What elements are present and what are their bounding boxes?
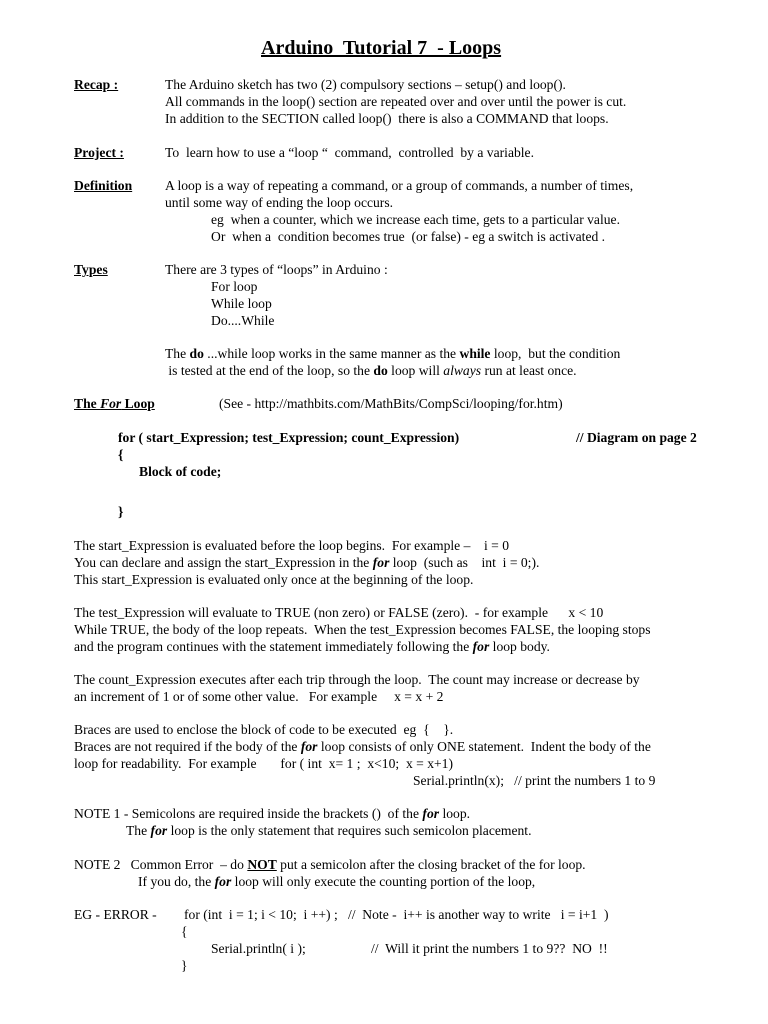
text: NOTE 1 - Semicolons are required inside the brackets () of the [74, 806, 423, 821]
text: loop body. [489, 639, 550, 654]
code-open-brace: { [118, 447, 124, 462]
project-text: To learn how to use a “loop “ command, controlled by a variable. [165, 145, 534, 160]
text: The [126, 823, 151, 838]
count-expr-line-2: an increment of 1 or of some other value. For example x = x + 2 [74, 689, 444, 704]
emphasis-always: always [443, 363, 482, 378]
braces-line-3: loop for readability. For example for ( int x= 1 ; x<10; x = x+1) [74, 756, 453, 771]
keyword-do: do [189, 346, 204, 361]
start-expr-line-3: This start_Expression is evaluated only once at the beginning of the loop. [74, 572, 474, 587]
note-2-line-1 [74, 857, 586, 874]
text: loop consists of only ONE statement. Indent the body of the [317, 739, 651, 754]
text: The [74, 396, 101, 411]
keyword-for: for [422, 806, 440, 821]
text: loop. [439, 806, 471, 821]
text: Loop [121, 396, 155, 411]
code-syntax-line: for ( start_Expression; test_Expression; count_Expression) [118, 430, 460, 445]
for-loop-heading [74, 396, 155, 413]
text: Braces are not required if the body of the [74, 739, 301, 754]
eg-error-comment: // Will it print the numbers 1 to 9?? NO !! [371, 941, 608, 956]
text: If you do, the [138, 874, 215, 889]
note-1-line-1 [74, 806, 470, 823]
start-expr-line-1: The start_Expression is evaluated before the loop begins. For example – i = 0 [74, 538, 510, 553]
keyword-for: for [214, 874, 232, 889]
types-intro: There are 3 types of “loops” in Arduino : [165, 262, 388, 277]
code-block: Block of code; [139, 464, 222, 479]
note-1-line-2 [126, 823, 531, 840]
keyword-for: for [472, 639, 490, 654]
keyword-for: for [300, 739, 318, 754]
text: loop is the only statement that requires such semicolon placement. [167, 823, 532, 838]
text: loop will only execute the counting portion of the loop, [231, 874, 536, 889]
definition-line-1: A loop is a way of repeating a command, or a group of commands, a number of times, [165, 178, 634, 193]
note-2-line-2 [138, 874, 535, 891]
keyword-while: while [459, 346, 491, 361]
types-label: Types [74, 262, 108, 277]
test-expr-line-2: While TRUE, the body of the loop repeats. When the test_Expression becomes FALSE, the looping stops [74, 622, 651, 637]
emphasis-not: NOT [247, 857, 277, 872]
eg-error-close-brace: } [181, 958, 188, 973]
code-close-brace: } [118, 504, 124, 519]
text: The [165, 346, 190, 361]
recap-label: Recap : [74, 77, 119, 92]
eg-error-open-brace: { [181, 924, 188, 939]
test-expr-line-1: The test_Expression will evaluate to TRUE (non zero) or FALSE (zero). - for example x < 10 [74, 605, 604, 620]
keyword-for: for [150, 823, 168, 838]
types-note-line-2 [165, 363, 577, 380]
text: put a semicolon after the closing bracket of the for loop. [276, 857, 586, 872]
eg-error-body: Serial.println( i ); [211, 941, 306, 956]
code-diagram-comment: // Diagram on page 2 [576, 430, 697, 445]
text: loop (such as int i = 0;). [389, 555, 540, 570]
see-link[interactable]: (See - http://mathbits.com/MathBits/CompSci/looping/for.htm) [219, 396, 563, 411]
recap-line-2: All commands in the loop() section are repeated over and over until the power is cut. [165, 94, 627, 109]
definition-label: Definition [74, 178, 133, 193]
text: loop will [387, 363, 444, 378]
braces-line-4: Serial.println(x); // print the numbers 1 to 9 [413, 773, 656, 788]
count-expr-line-1: The count_Expression executes after each trip through the loop. The count may increase or decrease by [74, 672, 640, 687]
types-item-while: While loop [211, 296, 272, 311]
recap-line-3: In addition to the SECTION called loop() there is also a COMMAND that loops. [165, 111, 609, 126]
braces-line-2 [74, 739, 651, 756]
text: You can declare and assign the start_Expression in the [74, 555, 373, 570]
eg-error-label: EG - ERROR - [74, 907, 157, 922]
definition-line-3: eg when a counter, which we increase each time, gets to a particular value. [211, 212, 620, 227]
text: run at least once. [481, 363, 577, 378]
keyword-for: for [372, 555, 390, 570]
definition-line-2: until some way of ending the loop occurs. [165, 195, 394, 210]
definition-line-4: Or when a condition becomes true (or false) - eg a switch is activated . [211, 229, 606, 244]
text: NOTE 2 Common Error – do [74, 857, 248, 872]
test-expr-line-3 [74, 639, 550, 656]
keyword-for: For [100, 396, 122, 411]
types-item-for: For loop [211, 279, 258, 294]
project-label: Project : [74, 145, 124, 160]
types-note-line-1 [165, 346, 620, 363]
eg-error-line-1: for (int i = 1; i < 10; i ++) ; // Note - i++ is another way to write i = i+1 ) [184, 907, 609, 922]
text: is tested at the end of the loop, so the [165, 363, 374, 378]
braces-line-1: Braces are used to enclose the block of code to be executed eg { }. [74, 722, 454, 737]
types-item-dowhile: Do....While [211, 313, 275, 328]
start-expr-line-2 [74, 555, 539, 572]
text: loop, but the condition [490, 346, 621, 361]
page-title: Arduino Tutorial 7 - Loops [261, 37, 502, 59]
keyword-do: do [373, 363, 388, 378]
recap-line-1: The Arduino sketch has two (2) compulsory sections – setup() and loop(). [165, 77, 566, 92]
text: and the program continues with the statement immediately following the [74, 639, 473, 654]
text: ...while loop works in the same manner as the [203, 346, 460, 361]
